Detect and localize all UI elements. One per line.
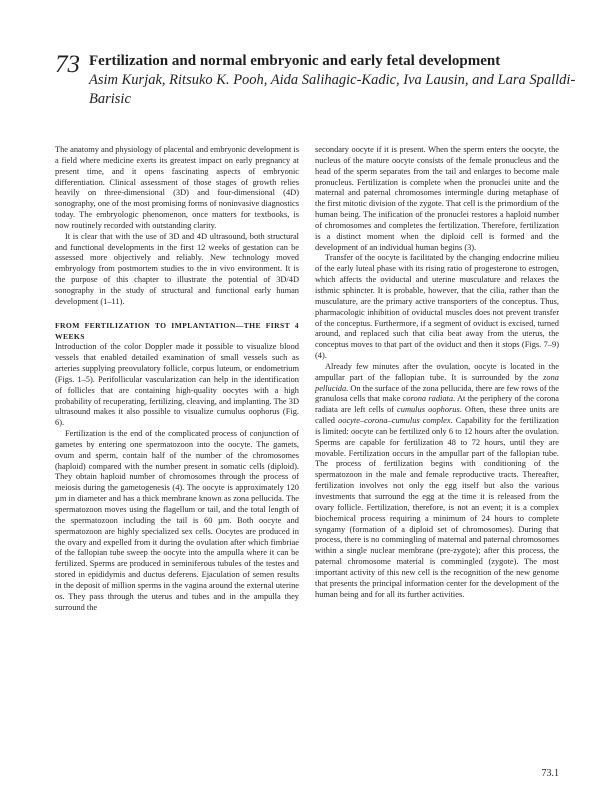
chapter-authors: Asim Kurjak, Ritsuko K. Pooh, Aida Salihagic-Kadic, Iva Lausin, and Lara Spalldi-Barisic	[89, 72, 576, 107]
intro-paragraph: The anatomy and physiology of placental and embryonic development is a field where medicine exerts its greatest impact on early pregnancy at present time, and it opens fascinating aspects of embryonic differentiation. Clinical assessment of those stages of growth relies heavily on three-dimensional (3D) and four-dimensional (4D) sonography, one of the most promising forms of noninvasive diagnostics today. The embryologic phenomenon, once matters for textbooks, is now routinely recorded with outstanding clarity.	[55, 145, 299, 230]
page-number: 73.1	[541, 768, 559, 779]
body-columns	[55, 145, 559, 757]
right-column	[315, 145, 559, 757]
text-run: . Often, these three units are called	[315, 405, 559, 426]
left-column	[55, 145, 299, 757]
term-zona-pellucida: zona pellucida	[315, 372, 559, 393]
term-oocyte-complex: oocyte–corona–cumulus complex	[338, 416, 451, 426]
body-paragraph: Introduction of the color Doppler made it possible to visualize blood vessels that enabled detailed examination of small vessels such as arteries supplying preovulatory follicle, corpus luteum, or endometrium (Figs. 1–5). Perifollicular vascularization can help in the identification of follicles that are containing high-quality oocytes with a high probability of recuperating, fertilizing, cleaving, and implanting. The 3D ultrasound makes it also possible to visualize cumulus oophorus (Fig. 6).	[55, 342, 299, 428]
section-heading: FROM FERTILIZATION TO IMPLANTATION—THE FIRST 4 WEEKS	[55, 320, 299, 341]
term-cumulus-oophorus: cumulus oophorus	[397, 405, 460, 415]
text-run: . At the periphery of the corona radiata are left cells of	[315, 394, 559, 415]
body-paragraph: Fertilization is the end of the complicated process of conjunction of gametes by entering one spermatozoon into the oocyte. The gamets, ovum and sperm, contain half of the number of the chromosomes (haploid) compared with the number present in somatic cells (diploid). They obtain haploid number of chromosomes through the process of meiosis during the gametogenesis (4). The oocyte is approximately 120 µm in diameter and has a thick membrane known as zona pellucida. The spermatozoon moves using the flagellum or tail, and the total length of the spermatozoon including the tail is 60 µm. Both oocyte and spermatozoon are highly specialized sex cells. Oocytes are produced in the ovary and expelled from it during the ovulation after which fimbriae of the fallopian tube sweep the oocyte into the ampulla where it can be fertilized. Sperms are produced in seminiferous tubules of the testes and stored in epididymis and ductus deferens. Ejaculation of semen results in the deposit of million sperms in the vagina around the external uterine os. They pass through the uterus and tubes and in the ampulla they surround the	[55, 429, 299, 612]
chapter-number: 73	[55, 51, 80, 78]
intro-paragraph: It is clear that with the use of 3D and 4D ultrasound, both structural and functional developments in the first 12 weeks of gestation can be assessed more objectively and reliably. New technology moved embryology from postmortem studies to the in vivo environment. It is the purpose of this chapter to illustrate the potential of 3D/4D sonography in the study of structural and functional early human development (1–11).	[55, 231, 299, 306]
text-run: . Capability for the fertilization is limited: oocyte can be fertilized only 6 to 12 hours after the ovulation. Sperms are capable for fertilization 48 to 72 hours, until they are movable. Fertilization occurs in the ampullar part of the fallopian tube. The process of fertilization begins with conditioning of the spermatozoon in the male and female reproductive tracts. Thereafter, fertilization involves not only the egg itself but also the various investments that surround the egg at the time it is released from the ovary follicle. Fertilization, therefore, is not an event; it is a complex biochemical process requiring a minimum of 24 hours to complete syngamy (formation of a diploid set of chromosomes). During that process, there is no commingling of maternal and paternal chromosomes within a single nuclear membrane (pre-zygote); after this process, the paternal chromosome material is commingled (zygote). The most important activity of this new cell is the recognition of the new genome that presents the principal information center for the development of the human being and for all its further activities.	[315, 416, 559, 599]
body-paragraph: secondary oocyte if it is present. When the sperm enters the oocyte, the nucleus of the mature oocyte consists of the female pronucleus and the head of the sperm separates from the tail and enlarges to become male pronucleus. Fertilization is complete when the pronuclei unite and the maternal and paternal chromosomes intermingle during metaphase of the first mitotic division of the zygote. That cell is the primordium of the human being. The inification of the pronuclei restores a haploid number of chromosomes and completes the fertilization. Therefore, fertilization is a distinct moment when the diploid cell is formed and the development of an individual human begins (3).	[315, 145, 559, 252]
body-paragraph	[315, 362, 559, 601]
term-corona-radiata: corona radiata	[402, 394, 454, 404]
text-run: . On the surface of the zona pellucida, there are few rows of the granulosa cells that make	[315, 383, 559, 404]
body-paragraph: Transfer of the oocyte is facilitated by the changing endocrine milieu of the early luteal phase with its rising ratio of progesterone to estrogen, which affects the oviductal and uterine musculature and relaxes the isthmic sphincter. It is probable, however, that the cilia, rather than the musculature, are the primary active transporters of the conceptus. Thus, pharmacologic inhibition of oviductal muscles does not prevent transfer of the conceptus. Furthermore, if a segment of oviduct is excised, turned around, and replaced such that cilia beat away from the uterus, the conceptus moves to that part of the oviduct and then it stops (Figs. 7–9) (4).	[315, 253, 559, 361]
chapter-title: Fertilization and normal embryonic and early fetal development	[89, 53, 501, 69]
text-run: Already few minutes after the ovulation, oocyte is located in the ampullar part of the fallopian tube. It is surrounded by the	[315, 361, 559, 382]
